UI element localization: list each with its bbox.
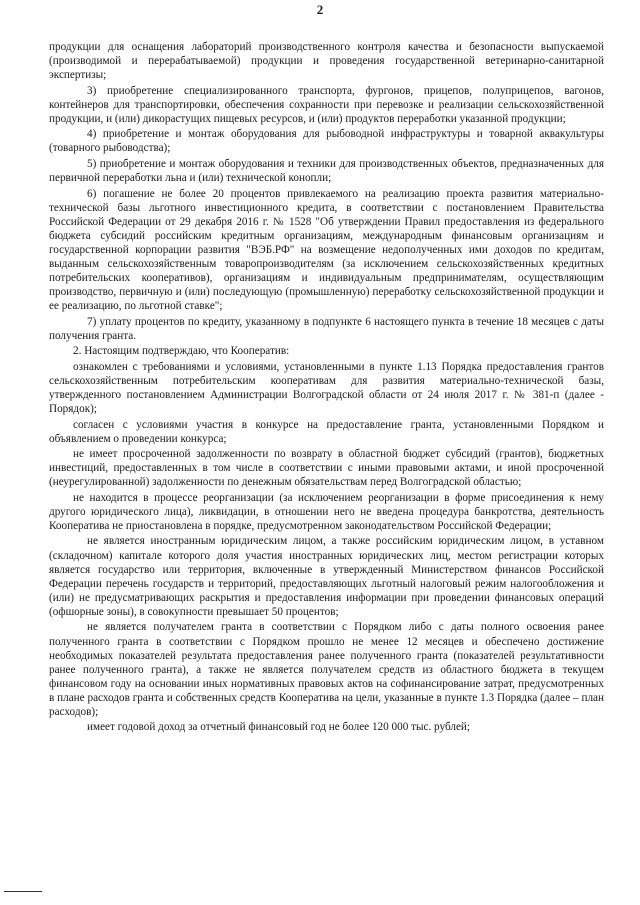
paragraph-item-4-aquaculture: 4) приобретение и монтаж оборудования для рыбоводной инфраструктуры и товарной аквакультуры (товарного рыбоводства); [49, 128, 604, 155]
paragraph-annual-income: имеет годовой доход за отчетный финансовый год не более 120 000 тыс. рублей; [87, 721, 471, 734]
paragraph-item-7-interest: 7) уплату процентов по кредиту, указанному в подпункте 6 настоящего пункта в течение 18 месяцев с даты получения гранта. [49, 315, 604, 342]
paragraph-equipment-labs: продукции для оснащения лабораторий производственного контроля качества и безопасности выпускаемой (производимой и перерабатываемой) продукции и проведения государственной ветеринарно-санитарной экспертизы; [49, 41, 604, 82]
paragraph-not-foreign-entity: не является иностранным юридическим лицом, а также российским юридическим лицом, в уставном (складочном) капитале которого доля участия иностранных юридических лиц, местом регистрации которых является государство или территория, включенные в утвержденный Министерством финансов Российской Федерации перечень государств и территорий, предоставляющих льготный налоговый режим налогообложения и (или) не предусматривающих раскрытия и предоставления информации при проведении финансовых операций (офшорные зоны), в совокупности превышает 50 процентов; [49, 535, 604, 618]
paragraph-no-reorganization: не находится в процессе реорганизации (за исключением реорганизации в форме присоединения к нему другого юридического лица), ликвидации, в отношении него не введена процедура банкротства, деятельность Кооператива не приостановлена в порядке, предусмотренном законодательством Российской Федерации; [49, 491, 604, 532]
document-body [49, 40, 604, 736]
paragraph-section-2-heading: 2. Настоящим подтверждаю, что Кооператив: [73, 345, 290, 358]
paragraph-not-grant-recipient: не является получателем гранта в соответствии с Порядком либо с даты полного освоения ранее полученного гранта в соответствии с Порядком прошло не менее 12 месяцев и обеспечено достижение необходимых показателей результата предоставления ранее полученного гранта (показателей результативности ранее полученного гранта), а также не является получателем средств из областного бюджета в текущем финансовом году на основании иных нормативных правовых актов на софинансирование затрат, предусмотренных в плане расходов гранта и собственных средств Кооператива на цели, указанные в пункте 1.3 Порядка (далее – план расходов); [49, 621, 604, 718]
paragraph-item-5-flax-hemp: 5) приобретение и монтаж оборудования и техники для производственных объектов, предназначенных для первичной переработки льна и (или) технической конопли; [49, 157, 604, 185]
footnote-separator [4, 891, 42, 892]
paragraph-item-3-transport: 3) приобретение специализированного транспорта, фургонов, прицепов, полуприцепов, вагонов, контейнеров для транспортировки, обеспечения сохранности при перевозке и реализации сельскохозяйственной продукции, и (или) дикорастущих пищевых ресурсов, и (или) продуктов переработки указанной продукции; [49, 84, 604, 125]
paragraph-acquainted: ознакомлен с требованиями и условиями, установленными в пункте 1.13 Порядка предоставления грантов сельскохозяйственным потребительским кооперативам для развития материально-технической базы, утвержденного постановлением Администрации Волгоградской области от 24 июля 2017 г. № 381-п (далее - Порядок); [49, 360, 604, 416]
page-number: 2 [316, 2, 324, 17]
paragraph-item-6-loan-repayment: 6) погашение не более 20 процентов привлекаемого на реализацию проекта развития материально-технической базы льготного инвестиционного кредита, в соответствии с постановлением Правительства Российской Федерации от 29 декабря 2016 г. № 1528 "Об утверждении Правил предоставления из федерального бюджета субсидий российским кредитным организациям, международным финансовым организациям и государственной корпорации развития "ВЭБ.РФ" на возмещение недополученных ими доходов по кредитам, выданным сельскохозяйственным товаропроизводителям (за исключением сельскохозяйственных кредитных потребительских кооперативов), организациям и индивидуальным предпринимателям, осуществляющим производство, первичную и (или) последующую (промышленную) переработку сельскохозяйственной продукции и ее реализацию, по льготной ставке"; [49, 187, 604, 313]
paragraph-no-overdue-debt: не имеет просроченной задолженности по возврату в областной бюджет субсидий (грантов), бюджетных инвестиций, предоставленных в том числе в соответствии с иными правовыми актами, и иной просроченной (неурегулированной) задолженности по денежным обязательствам перед Волгоградской областью; [49, 448, 604, 489]
paragraph-agrees: согласен с условиями участия в конкурсе на предоставление гранта, установленными Порядком и объявлением о проведении конкурса; [49, 418, 604, 445]
